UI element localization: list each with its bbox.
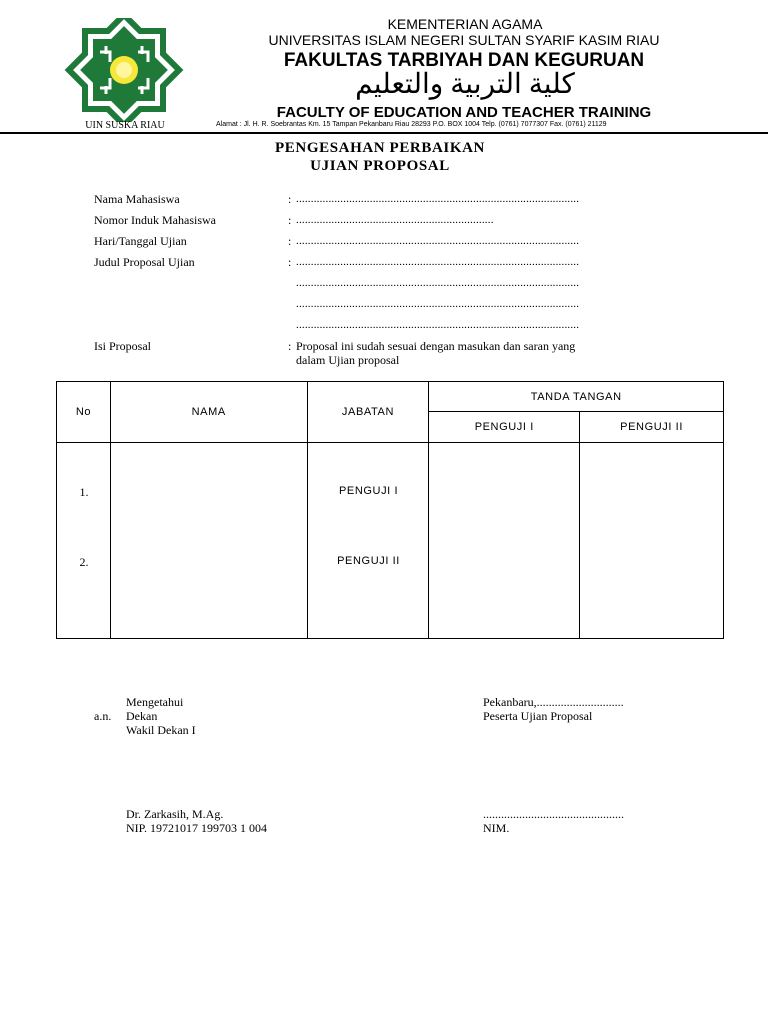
field-colon: : xyxy=(288,255,292,269)
field-colon: : xyxy=(288,339,292,353)
header-jabatan: JABATAN xyxy=(307,382,429,443)
penguji-2-signature-cell xyxy=(580,443,724,639)
field-value-tanggal: ................................................................................................ xyxy=(296,235,580,247)
header-penguji-2: PENGUJI II xyxy=(580,412,724,443)
header-tanda-tangan: TANDA TANGAN xyxy=(429,382,724,412)
penguji-1-signature-cell xyxy=(429,443,580,639)
document-title: PENGESAHAN PERBAIKAN xyxy=(275,140,485,156)
field-value-judul-line: ................................................................................................ xyxy=(296,298,580,310)
wakil-dekan-label: Wakil Dekan I xyxy=(126,723,196,737)
jabatan-cell xyxy=(307,443,429,639)
header-nama: NAMA xyxy=(110,382,307,443)
signatory-nip: NIP. 19721017 199703 1 004 xyxy=(126,821,268,835)
field-label-nama: Nama Mahasiswa xyxy=(94,192,180,206)
header-penguji-1: PENGUJI I xyxy=(429,412,580,443)
field-value-judul-line: ................................................................................................ xyxy=(296,277,580,289)
ministry-name: KEMENTERIAN AGAMA xyxy=(387,16,543,32)
row-jabatan-1: PENGUJI I xyxy=(338,485,399,497)
signatory-name: Dr. Zarkasih, M.Ag. xyxy=(126,807,224,821)
uin-suska-logo xyxy=(60,18,188,122)
mengetahui-label: Mengetahui xyxy=(126,695,184,709)
row-number-1: 1. xyxy=(79,485,89,499)
no-cell xyxy=(57,443,111,639)
isi-statement-line2: dalam Ujian proposal xyxy=(296,353,400,367)
field-label-isi: Isi Proposal xyxy=(94,339,151,353)
field-colon: : xyxy=(288,213,292,227)
dekan-label: Dekan xyxy=(126,709,158,723)
peserta-nim: NIM. xyxy=(483,821,510,835)
university-name: UNIVERSITAS ISLAM NEGERI SULTAN SYARIF KASIM RIAU xyxy=(268,32,660,48)
field-label-nim: Nomor Induk Mahasiswa xyxy=(94,213,216,227)
row-jabatan-2: PENGUJI II xyxy=(337,555,400,567)
isi-statement-line1: Proposal ini sudah sesuai dengan masukan dan saran yang xyxy=(296,339,576,353)
field-value-judul: ................................................................................................ xyxy=(296,256,580,268)
logo-caption: UIN SUSKA RIAU xyxy=(85,120,165,131)
peserta-label: Peserta Ujian Proposal xyxy=(483,709,593,723)
header-divider xyxy=(0,132,768,134)
header-no: No xyxy=(57,382,111,443)
field-colon: : xyxy=(288,234,292,248)
faculty-name-english: FACULTY OF EDUCATION AND TEACHER TRAINING xyxy=(276,104,652,121)
faculty-name-arabic: كلية التربية والتعليم xyxy=(355,69,575,100)
an-label: a.n. xyxy=(94,709,112,723)
place-date: Pekanbaru,............................. xyxy=(483,695,624,709)
field-value-nama: ................................................................................................ xyxy=(296,193,580,205)
faculty-address: Alamat : Jl. H. R. Soebrantas Km. 15 Tampan Pekanbaru Riau 28293 P.O. BOX 1004 Telp. (0761) 7077307 Fax. (0761) 21129 xyxy=(216,121,607,128)
peserta-name-line: ............................................... xyxy=(483,807,624,821)
field-label-judul: Judul Proposal Ujian xyxy=(94,255,195,269)
nama-cell xyxy=(110,443,307,639)
table-body-row xyxy=(57,443,724,639)
row-number-2: 2. xyxy=(79,555,89,569)
signature-table xyxy=(56,381,724,639)
field-colon: : xyxy=(288,192,292,206)
document-subtitle: UJIAN PROPOSAL xyxy=(310,158,450,174)
field-value-judul-line: ................................................................................................ xyxy=(296,319,580,331)
field-value-nim: ................................................................... xyxy=(296,214,494,226)
field-label-tanggal: Hari/Tanggal Ujian xyxy=(94,234,187,248)
faculty-name: FAKULTAS TARBIYAH DAN KEGURUAN xyxy=(283,50,645,71)
